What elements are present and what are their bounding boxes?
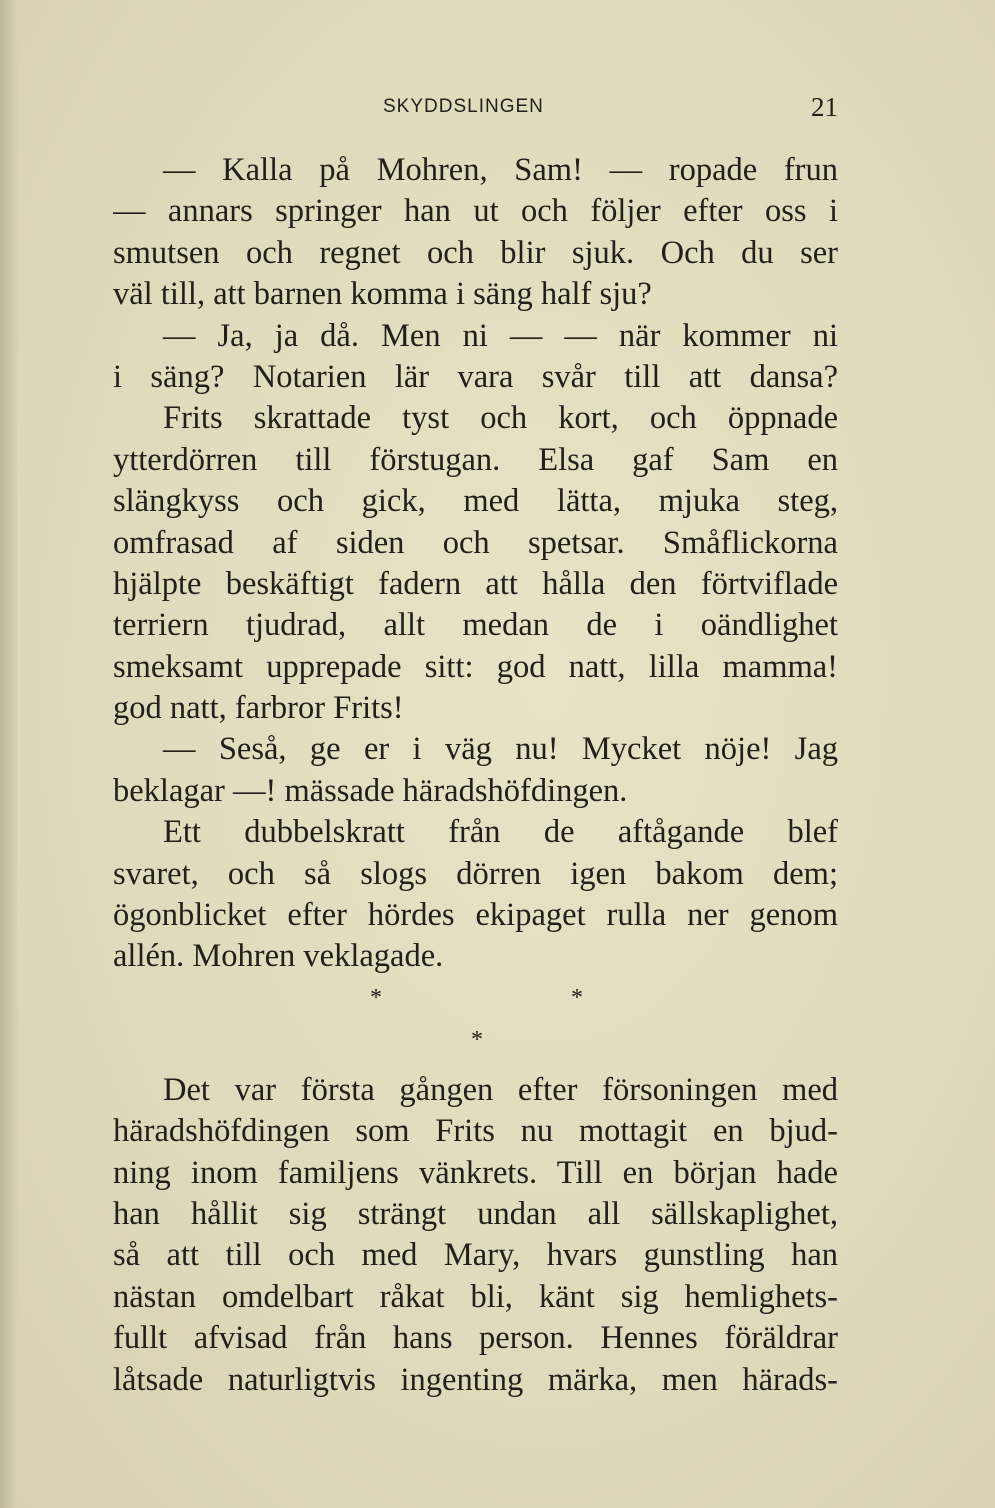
text-line: låtsade naturligtvis ingenting märka, men härads- (113, 1361, 838, 1398)
text-line: häradshöfdingen som Frits nu mottagit en bjud- (113, 1113, 838, 1150)
page-gutter (0, 0, 18, 1508)
text-line: god natt, farbror Frits! (113, 690, 404, 727)
text-line: omfrasad af siden och spetsar. Småflickorna (113, 524, 838, 561)
text-line: ning inom familjens vänkrets. Till en början hade (113, 1154, 838, 1191)
text-line: slängkyss och gick, med lätta, mjuka steg, (113, 483, 838, 520)
text-line: — Kalla på Mohren, Sam! — ropade frun (163, 152, 838, 188)
text-line: — annars springer han ut och följer efter oss i (113, 193, 838, 230)
text-line: — Ja, ja då. Men ni — — när kommer ni (163, 317, 838, 354)
text-line: väl till, att barnen komma i säng half sju? (113, 276, 652, 313)
text-line: — Seså, ge er i väg nu! Mycket nöje! Jag (163, 731, 838, 768)
text-line: i säng? Notarien lär vara svår till att dansa? (113, 358, 838, 395)
body-text (113, 150, 838, 1401)
text-line: han hållit sig strängt undan all sällskaplighet, (113, 1195, 838, 1232)
text-line: smutsen och regnet och blir sjuk. Och du ser (113, 234, 838, 271)
text-line: svaret, och så slogs dörren igen bakom dem; (113, 855, 838, 892)
asterisk: * (370, 984, 382, 1011)
text-line: ögonblicket efter hördes ekipaget rulla ner genom (113, 897, 838, 934)
asterisk: * (471, 1026, 483, 1053)
text-line: hjälpte beskäftigt fadern att hålla den förtviflade (113, 565, 838, 602)
running-head: SKYDDSLINGEN (383, 96, 544, 117)
page-number: 21 (811, 92, 838, 122)
asterisk: * (571, 984, 583, 1011)
text-line: smeksamt upprepade sitt: god natt, lilla mamma! (113, 648, 838, 685)
text-line: ytterdörren till förstugan. Elsa gaf Sam en (113, 441, 838, 478)
text-line: så att till och med Mary, hvars gunstling han (113, 1237, 838, 1274)
text-line: Frits skrattade tyst och kort, och öppnade (163, 400, 838, 437)
page-header (113, 92, 838, 132)
text-line: allén. Mohren veklagade. (113, 938, 444, 975)
text-line: fullt afvisad från hans person. Hennes föräldrar (113, 1320, 838, 1357)
text-line: Ett dubbelskratt från de aftågande blef (163, 814, 838, 851)
text-line: beklagar —! mässade häradshöfdingen. (113, 772, 628, 809)
section-separator (113, 978, 838, 1070)
text-line: nästan omdelbart råkat bli, känt sig hemlighets- (113, 1278, 838, 1315)
text-line: Det var första gången efter försoningen med (163, 1071, 838, 1108)
text-line: terriern tjudrad, allt medan de i oändlighet (113, 607, 838, 644)
